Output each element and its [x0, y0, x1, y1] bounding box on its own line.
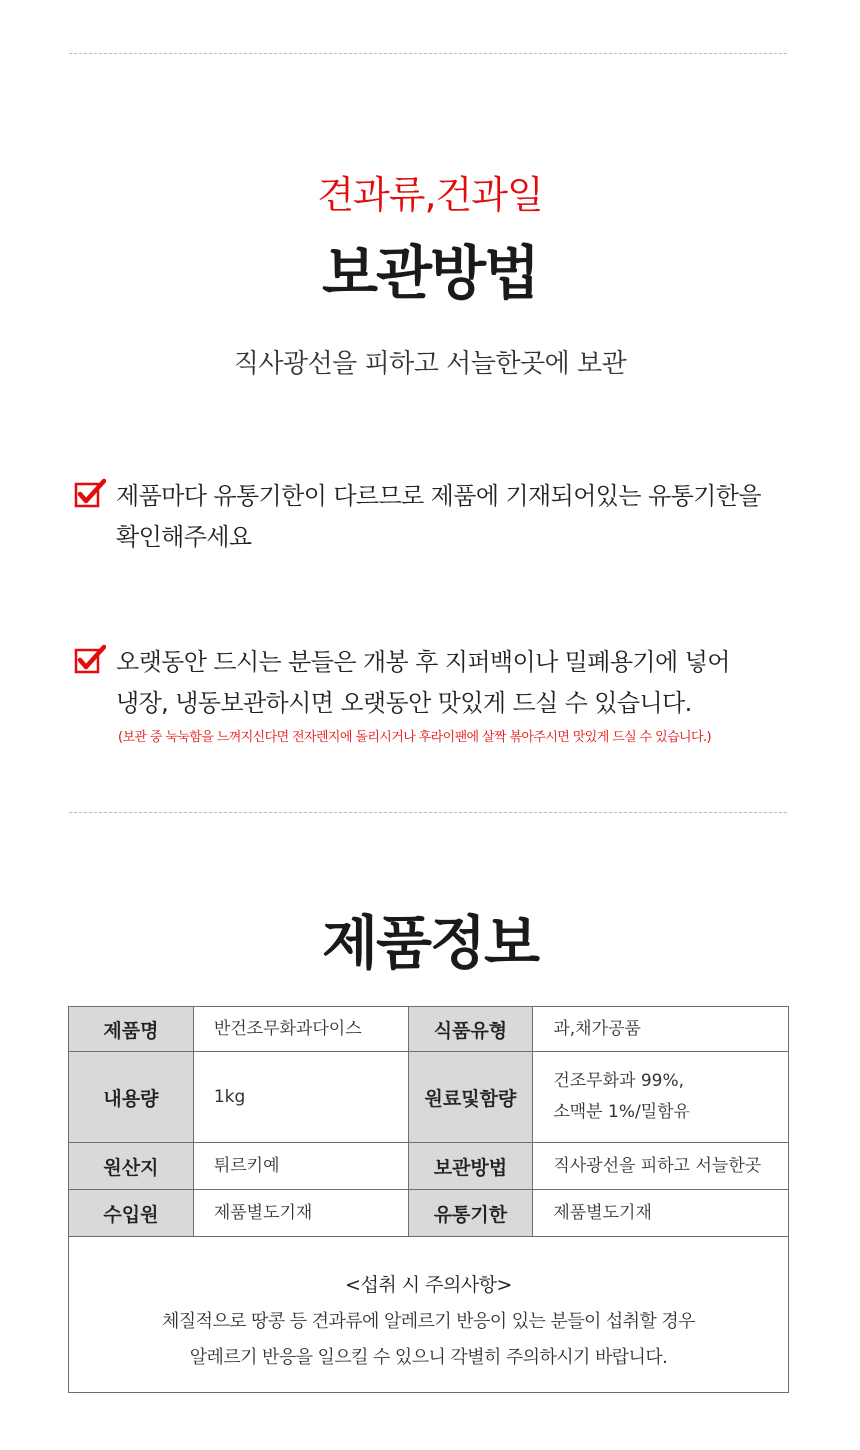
caution-line: 체질적으로 땅콩 등 견과류에 알레르기 반응이 있는 분들이 섭취할 경우: [162, 1311, 695, 1332]
note-line: 확인해주세요: [116, 523, 252, 551]
table-row: [69, 1007, 789, 1052]
label-cell: 원료및함량: [408, 1052, 533, 1143]
label-cell: 식품유형: [408, 1007, 533, 1052]
value-cell: 반건조무화과다이스: [193, 1007, 408, 1052]
value-cell: 과,채가공품: [533, 1007, 789, 1052]
note-line: 오랫동안 드시는 분들은 개봉 후 지퍼백이나 밀폐용기에 넣어: [116, 648, 730, 676]
value-cell: 제품별도기재: [533, 1190, 789, 1237]
top-divider: [69, 53, 787, 54]
value-cell: 제품별도기재: [193, 1190, 408, 1237]
label-cell: 원산지: [69, 1143, 194, 1190]
label-cell: 제품명: [69, 1007, 194, 1052]
note-warning: (보관 중 눅눅함을 느껴지신다면 전자렌지에 돌리시거나 후라이팬에 살짝 볶아주시면 맛있게 드실 수 있습니다.): [118, 730, 711, 745]
table-row: [69, 1237, 789, 1393]
value-cell: 직사광선을 피하고 서늘한곳: [533, 1143, 789, 1190]
note-line: 제품마다 유통기한이 다르므로 제품에 기재되어있는 유통기한을: [116, 482, 761, 510]
value-line: 소맥분 1%/밀함유: [553, 1102, 690, 1122]
checkbox-check-icon: [74, 478, 106, 508]
value-cell: 1kg: [193, 1052, 408, 1143]
caution-cell: [69, 1237, 789, 1393]
product-info-table: [68, 1006, 789, 1393]
note-line: 냉장, 냉동보관하시면 오랫동안 맛있게 드실 수 있습니다.: [116, 689, 692, 717]
caution-line: 알레르기 반응을 일으킬 수 있으니 각별히 주의하시기 바랍니다.: [189, 1347, 668, 1368]
value-cell: 튀르키예: [193, 1143, 408, 1190]
value-line: 건조무화과 99%,: [553, 1071, 685, 1091]
label-cell: 보관방법: [408, 1143, 533, 1190]
table-row: [69, 1143, 789, 1190]
storage-subtitle: 견과류,건과일: [317, 173, 543, 217]
storage-title: 보관방법: [321, 239, 539, 307]
label-cell: 내용량: [69, 1052, 194, 1143]
label-cell: 수입원: [69, 1190, 194, 1237]
label-cell: 유통기한: [408, 1190, 533, 1237]
table-row: [69, 1052, 789, 1143]
storage-lead: 직사광선을 피하고 서늘한곳에 보관: [233, 349, 627, 379]
value-cell: [533, 1052, 789, 1143]
caution-title: <섭취 시 주의사항>: [345, 1274, 512, 1296]
table-row: [69, 1190, 789, 1237]
product-info-title: 제품정보: [321, 909, 539, 977]
middle-divider: [69, 812, 787, 813]
checkbox-check-icon: [74, 644, 106, 674]
